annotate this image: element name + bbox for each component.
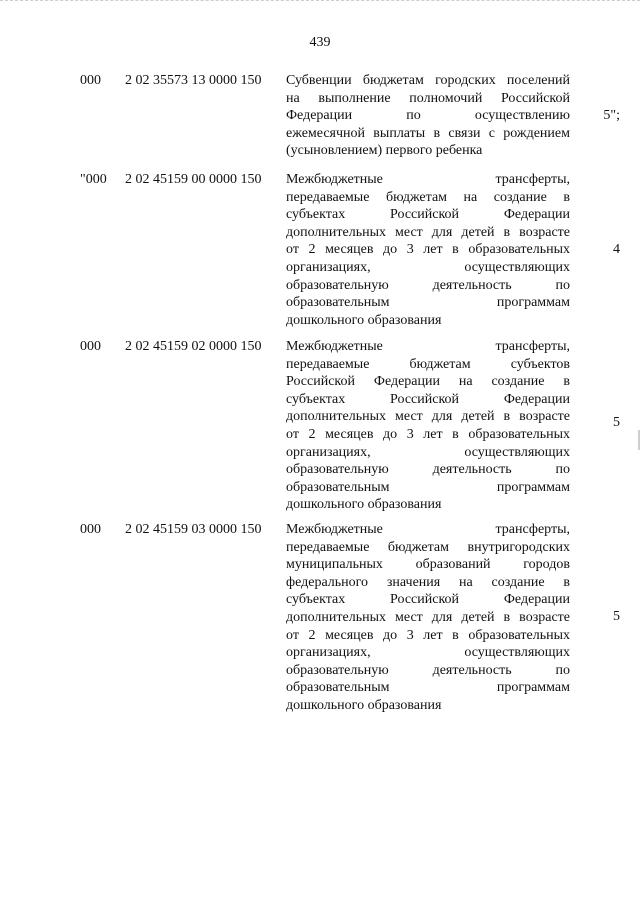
row-value: 4 [613, 242, 620, 257]
description-line: Субвенции бюджетам городских поселений [286, 73, 570, 88]
description-line: субъектах Российской Федерации [286, 592, 570, 608]
description-line: субъектах Российской Федерации [286, 207, 570, 223]
description-line: передаваемые бюджетам внутригородских [286, 539, 570, 555]
budget-classification-code: 2 02 45159 03 0000 150 [125, 522, 262, 537]
row-value: 5 [613, 415, 620, 430]
scan-top-edge [0, 0, 640, 3]
admin-code: "000 [80, 172, 107, 187]
row-description [286, 338, 570, 514]
description-line: Российской Федерации на создание в [286, 374, 570, 390]
budget-classification-code: 2 02 45159 00 0000 150 [125, 172, 262, 187]
description-line: дошкольного образования [286, 312, 442, 328]
description-line: субъектах Российской Федерации [286, 391, 570, 407]
description-line: дополнительных мест для детей в возрасте [286, 409, 570, 425]
description-line: образовательным программам [286, 680, 570, 696]
description-line: Федерации по осуществлению [286, 108, 570, 124]
description-line: на выполнение полномочий Российской [286, 90, 570, 106]
description-line: дополнительных мест для детей в возрасте [286, 224, 570, 240]
description-line: от 2 месяцев до 3 лет в образовательных [286, 627, 570, 643]
description-line: (усыновлением) первого ребенка [286, 143, 483, 159]
row-description [286, 72, 570, 160]
description-line: организациях, осуществляющих [286, 444, 570, 460]
description-line: образовательным программам [286, 479, 570, 495]
admin-code: 000 [80, 73, 101, 88]
description-line: Межбюджетные трансферты, [286, 339, 570, 354]
description-line: образовательным программам [286, 295, 570, 311]
description-line: Межбюджетные трансферты, [286, 522, 570, 537]
description-line: организациях, осуществляющих [286, 259, 570, 275]
description-line: от 2 месяцев до 3 лет в образовательных [286, 426, 570, 442]
description-line: дошкольного образования [286, 497, 442, 513]
description-line: дошкольного образования [286, 697, 442, 713]
admin-code: 000 [80, 522, 101, 537]
description-line: образовательную деятельность по [286, 462, 570, 478]
row-description [286, 171, 570, 329]
description-line: Межбюджетные трансферты, [286, 172, 570, 187]
description-line: муниципальных образований городов [286, 557, 570, 573]
row-value: 5 [613, 609, 620, 624]
budget-classification-code: 2 02 45159 02 0000 150 [125, 339, 262, 354]
admin-code: 000 [80, 339, 101, 354]
description-line: организациях, осуществляющих [286, 645, 570, 661]
description-line: ежемесячной выплаты в связи с рождением [286, 125, 570, 141]
description-line: передаваемые бюджетам субъектов [286, 356, 570, 372]
row-description [286, 521, 570, 715]
description-line: образовательную деятельность по [286, 277, 570, 293]
description-line: образовательную деятельность по [286, 662, 570, 678]
page-number: 439 [309, 35, 331, 50]
budget-classification-code: 2 02 35573 13 0000 150 [125, 73, 262, 88]
description-line: федерального значения на создание в [286, 574, 570, 590]
description-line: передаваемые бюджетам на создание в [286, 189, 570, 205]
row-value: 5"; [603, 108, 620, 123]
description-line: от 2 месяцев до 3 лет в образовательных [286, 242, 570, 258]
description-line: дополнительных мест для детей в возрасте [286, 609, 570, 625]
